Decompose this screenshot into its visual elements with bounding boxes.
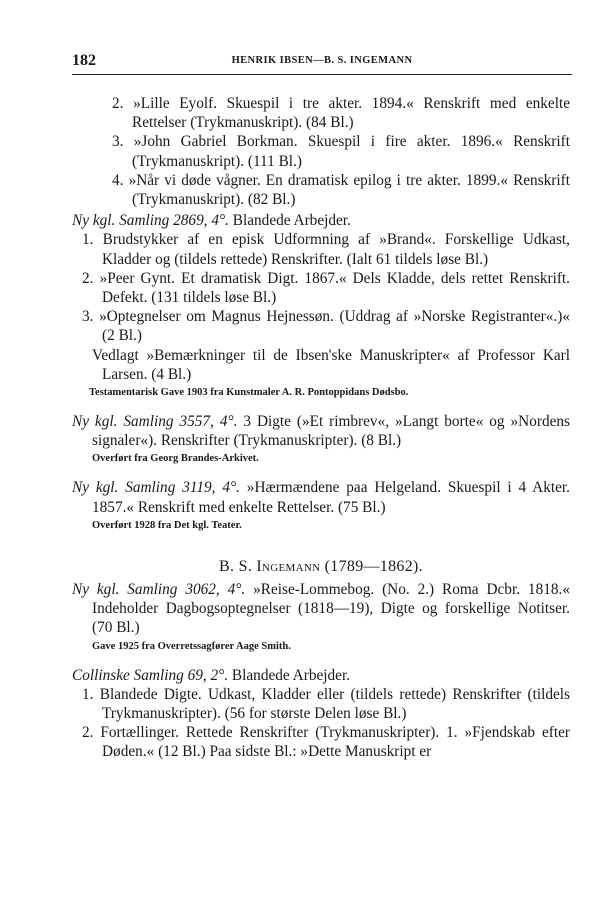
entry-reference: Ny kgl. Samling 2869, 4°. [72,212,229,230]
catalog-entry [72,666,570,685]
section-heading [72,557,570,576]
page-number: 182 [72,52,96,69]
list-item: 3. »Optegnelser om Magnus Hejnessøn. (Uddrag af »Norske Registranter«.)« (2 Bl.) [82,308,570,345]
list-item: 1. Blandede Digte. Udkast, Kladder eller (tildels rettede) Renskrifter (tildels Trykmanuskripter). (56 for største Delen løse Bl.) [82,685,570,723]
entry-text: 3 Digte (»Et rimbrev«, »Langt borte« og »Nordens signaler«). Renskrifter (Trykmanuskripter). (8 Bl.) [92,413,570,450]
provenance-note: Overført fra Georg Brandes-Arkivet. [92,453,259,465]
entry-text: Blandede Arbejder. [228,212,351,230]
heading-dates: (1789—1862). [320,557,423,575]
list-item: 3. »John Gabriel Borkman. Skuespil i fire akter. 1896.« Renskrift (Trykmanuskript). (111 Bl.) [112,133,570,170]
provenance-note: Overført 1928 fra Det kgl. Teater. [92,519,242,531]
entry-reference: Ny kgl. Samling 3119, 4°. [72,479,240,497]
provenance-note: Gave 1925 fra Overretssagfører Aage Smith. [92,640,291,652]
list-item: 2. »Lille Eyolf. Skuespil i tre akter. 1894.« Renskrift med enkelte Rettelser (Trykmanuskript). (84 Bl.) [112,95,570,132]
catalog-entry [72,412,570,450]
provenance-note: Testamentarisk Gave 1903 fra Kunstmaler A. R. Pontoppidans Dødsbo. [89,387,409,399]
spacer [72,654,570,666]
list-item: 4. »Når vi døde vågner. En dramatisk epilog i tre akter. 1899.« Renskrift (Trykmanuskript). (82 Bl.) [112,171,570,209]
list-item: 1. Brudstykker af en episk Udformning af »Brand«. Forskellige Udkast, Kladder og (tildels rettede) Renskrifter. (Ialt 61 tildels løse Bl.) [82,231,570,268]
vedlagt-note: Vedlagt »Bemærkninger til de Ibsen'ske Manuskripter« af Professor Karl Larsen. (4 Bl.) [92,346,570,383]
list-item: 2. »Peer Gynt. Et dramatisk Digt. 1867.« Dels Kladde, dels rettet Renskrift. Defekt. (131 tildels løse Bl.) [82,269,570,307]
entry-reference: Ny kgl. Samling 3557, 4°. [72,413,238,431]
heading-prefix: B. S. [219,557,257,575]
entry-text: Blandede Arbejder. [228,666,351,684]
catalog-entry [72,478,570,516]
entry-text: »Hærmændene paa Helgeland. Skuespil i 4 Akter. 1857.« Renskrift med enkelte Rettelser. (75 Bl.) [92,479,570,516]
entry-reference: Collinske Samling 69, 2°. [72,666,229,684]
spacer [72,400,570,412]
spacer [72,466,570,478]
catalog-entry [72,211,570,230]
entry-reference: Ny kgl. Samling 3062, 4°. [72,581,246,599]
heading-name: Ingemann [256,557,321,575]
list-item: 2. Fortællinger. Rettede Renskrifter (Trykmanuskripter). 1. »Fjendskab efter Døden.« (12 Bl.) Paa sidste Bl.: »Dette Manuskript er [82,724,570,761]
page-body [72,94,570,762]
page-header [72,52,572,75]
entry-text: »Reise-Lommebog. (No. 2.) Roma Dcbr. 1818.« Indeholder Dagbogsoptegnelser (1818—19), Digte og forskellige Notitser. (70 Bl.) [92,581,570,637]
catalog-entry [72,580,570,638]
running-title: HENRIK IBSEN—B. S. INGEMANN [231,55,413,66]
